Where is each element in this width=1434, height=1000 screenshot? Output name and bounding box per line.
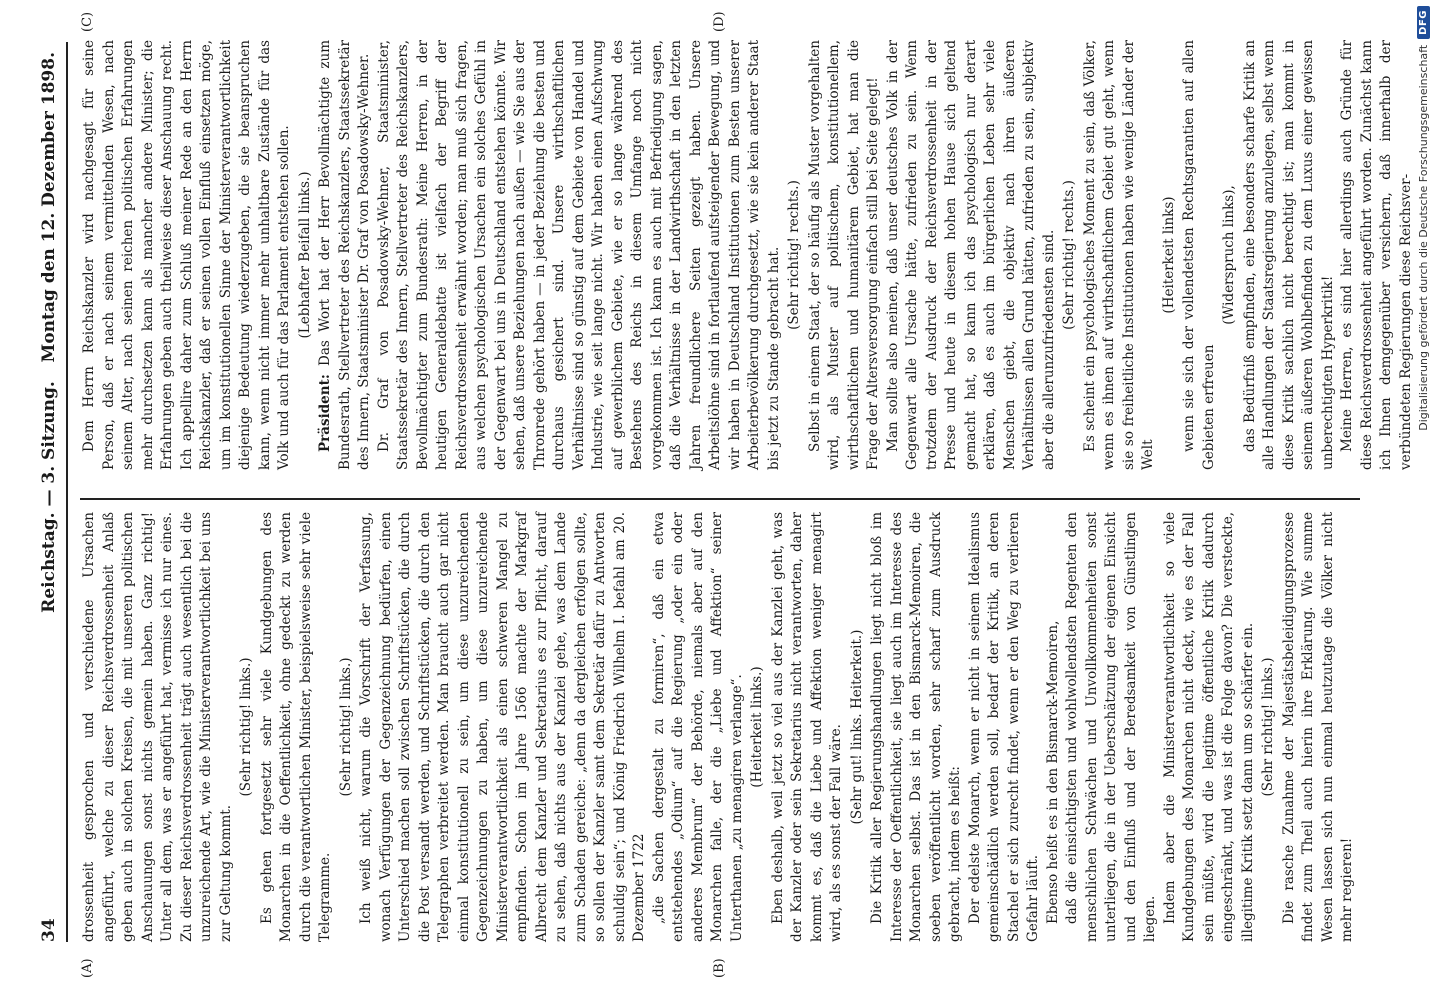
margin-marker-d: (D) <box>712 11 727 32</box>
paragraph-text: Meine Herren, es sind hier allerdings auch Gründe für diese Reichsverdrossenheit angeführt worden. Zunächst kann ich Ihnen demgegenüber versichern, daß innerhalb der verbündeten Regierungen diese Reichsver- <box>1339 40 1414 470</box>
interjection: (Sehr richtig! rechts.) <box>1061 180 1077 330</box>
column-divider <box>80 498 1360 500</box>
paragraph <box>868 512 966 942</box>
margin-marker-b: (B) <box>712 958 727 978</box>
page-number: 34 <box>39 918 59 942</box>
paragraph <box>966 512 1044 942</box>
paragraph <box>884 40 1060 470</box>
paragraph <box>80 512 236 942</box>
speaker-label: Präsident: <box>317 374 333 452</box>
paragraph <box>769 512 847 942</box>
paragraph-text: Selbst in einem Staat, der so häufig als Muster vorgehalten wird, als Muster auf politischem, konstitutionellem, wirthschaftlichem und humanitärem Gebiet, hat man die Frage der Altersversorgung einfach still bei Seite gelegt! <box>806 40 881 470</box>
session-date: Montag den 12. Dezember 1898. <box>39 52 59 363</box>
digitization-credit <box>1412 6 1434 996</box>
paragraph-text: Die Kritik aller Regierungshandlungen liegt nicht bloß im Interesse der Oeffentlichkeit, sie liegt auch im Interesse des Monarchen selbst. Das ist in den Bismarck-Memoiren, die soeben veröffentlicht worden, sehr scharf zum Ausdruck gebracht, indem es heißt: <box>869 512 963 942</box>
paragraph <box>316 40 375 470</box>
paragraph <box>1044 512 1064 942</box>
paragraph-text: Dem Herrn Reichskanzler wird nachgesagt für seine Person, daß er nach seinem vermittelnden Wesen, nach seinem Alter, nach seinen reichen politischen Erfahrungen mehr durchsetzen kann als mancher andere Minister; die Erfahrungen geben auch theilweise dieser Anschauung recht. Ich appellire daher zum Schluß meiner Rede an den Herrn Reichskanzler, daß er seinen vollen Einfluß einsetzen möge, um im konstitutionellen Sinne der Ministerverantwortlichkeit diejenige Bedeutung wiederzugeben, die sie beanspruchen kann, wenn nicht immer mehr unhaltbare Zustände für das Volk und auch für das Parlament entstehen sollen. <box>81 40 292 470</box>
paragraph-text: Dr. Graf von Posadowsky-Wehner, Staatsminister, Staatssekretär des Innern, Stellvertreter des Reichskanzlers, Bevollmächtigter zum Bundesrath: Meine Herren, in der heutigen Generaldebatte ist vielfach der Begriff der Reichsverdrossenheit erwähnt worden; man muß sich fragen, aus welchen psychologischen Ursachen ein solches Gefühl in der Gegenwart bei uns in Deutschland entstehen könnte. Wir sehen, daß unsere Beziehungen nach außen — wie Sie aus der Thronrede gehört haben — in jeder Beziehung die besten und durchaus gesichert sind. Unsere wirthschaftlichen Verhältnisse sind so günstig auf dem Gebiete von Handel und Industrie, wie seit lange nicht. Wir haben einen Aufschwung auf gewerblichem Gebiete, wie er so lange während des Bestehens des Reichs in diesem Umfange noch nicht vorgekommen ist. Ich kann es auch mit Befriedigung sagen, daß die Verhältnisse in der Landwirthschaft in den letzten Jahren freundlichere Seiten gezeigt haben. Unsere Arbeitslöhne sind in fortlaufend aufsteigender Bewegung, und wir haben in Deutschland Institutionen zum Besten unserer Arbeiterbevölkerung durchgesetzt, wie sie kein anderer Staat bis jetzt zu Stande gebracht hat. <box>375 40 782 470</box>
paragraph-text: „die Sachen dergestalt zu formiren“, daß ein etwa entstehendes „Odium“ auf die Regierung „oder ein oder anderes Membrum“ der Behörde, niemals aber auf den Monarchen falle, der die „Liebe und Affektion“ seiner Unterthanen „zu menagiren verlange“. <box>650 512 745 942</box>
paragraph-text: Es scheint ein psychologisches Moment zu sein, daß Völker, wenn es ihnen auf wirthschaftlichem Gebiet gut geht, wenn sie so freiheitliche Institutionen haben wie wenige Länder der Welt <box>1081 40 1156 470</box>
paragraph-text: Ich weiß nicht, warum die Vorschrift der Verfassung, wonach Verfügungen der Gegenzeichnung bedürfen, einen Unterschied machen soll zwischen Schriftstücken, die durch die Post versandt werden, und Schriftstücken, die durch den Telegraphen verbreitet werden. Man braucht auch gar nicht einmal konstitutionell zu sein, um diese unzureichenden Gegenzeichnungen zu haben, um diese unzureichende Ministerverantwortlichkeit als einen schweren Mangel zu empfinden. Schon im Jahre 1566 machte der Markgraf Albrecht dem Kanzler und Sekretarius es zur Pflicht, darauf zu sehen, daß nichts aus der Kanzlei gehe, was dem Lande zum Schaden gereiche: „denn da dergleichen erfolgen sollte, so sollen der Kanzler samt dem Sekretär dafür zu Antworten schuldig sein“; und König Friedrich Wilhelm I. befahl am 20. Dezember 1722 <box>358 512 647 942</box>
paragraph <box>1063 512 1161 942</box>
paragraph-text: Das Wort hat der Herr Bevollmächtigte zum Bundesrath, Stellvertreter des Reichskanzlers, Staatssekretär des Innern, Staatsminister Dr. Graf von Posadowsky-Wehner. <box>317 39 372 470</box>
credit-text: Digitalisierung gefördert durch die Deutsche Forschungsgemeinschaft <box>1416 44 1430 431</box>
page-header <box>34 52 64 942</box>
header-rule <box>66 42 68 942</box>
paragraph <box>806 40 884 470</box>
interjection: (Sehr richtig! links.) <box>337 657 354 797</box>
paragraph-text: daß die einsichtigsten und wohlwollendsten Regenten den menschlichen Schwächen und Unvollkommenheiten sonst unterliegen, die in der Ueberschätzung der eigenen Einsicht und den Einfluß und der Beredsamkeit von Günstlingen liegen. <box>1064 512 1158 942</box>
paragraph <box>1180 40 1219 470</box>
dfg-logo: DFG <box>1417 6 1430 39</box>
paragraph <box>1161 512 1259 942</box>
paragraph-text: wenn sie sich der vollendetsten Rechtsgarantien auf allen Gebieten erfreuen <box>1181 40 1217 470</box>
paragraph-text: Man sollte also meinen, daß unser deutsches Volk in der Gegenwart alle Ursache hätte, zufrieden zu sein. Wenn trotzdem der Ausdruck der Reichsverdrossenheit in der Presse und heute in diesem hohen Hause sich geltend gemacht hat, so kann ich das psychologisch nur derart erklären, daß es auch im bürgerlichen Leben sehr viele Menschen giebt, die objektiv nach ihren äußeren Verhältnissen allen Grund hätten, zufrieden zu sein, subjektiv aber die allerunzufriedensten sind. <box>884 40 1057 470</box>
paragraph <box>650 512 748 942</box>
paragraph-text: Ebenso heißt es in den Bismarck-Memoiren, <box>1044 620 1061 924</box>
margin-marker-a: (A) <box>80 958 95 978</box>
paragraph-text: Indem aber die Ministerverantwortlichkeit so viele Kundgebungen des Monarchen nicht deckt, wie es der Fall sein müßte, wird die legitime öffentliche Kritik dadurch eingeschränkt, und was ist die Folge davon? Die versteckte, illegitime Kritik setzt dann um so schärfer ein. <box>1161 512 1256 942</box>
interjection: (Heiterkeit links) <box>1160 196 1177 314</box>
session-title: Reichstag. — 3. Sitzung. <box>39 381 59 613</box>
interjection: (Sehr richtig! links.) <box>238 657 254 797</box>
interjection: (Lebhafter Beifall links.) <box>296 171 313 339</box>
interjection: (Heiterkeit links.) <box>749 666 765 788</box>
interjection: (Widerspruch links), <box>1221 185 1237 325</box>
margin-marker-c: (C) <box>80 11 95 32</box>
paragraph <box>1241 40 1339 470</box>
paragraph <box>1280 512 1358 942</box>
paragraph <box>1338 40 1416 470</box>
paragraph-text: das Bedürfniß empfinden, eine besonders scharfe Kritik an alle Handlungen der Staatsregierung anzulegen, selbst wenn diese Kritik sachlich nicht berechtigt ist; man kommt in seinem äußeren Wohlbefinden zu dem Luxus einer gewissen unberechtigten Hyperkritik! <box>1241 40 1336 470</box>
interjection: (Sehr richtig! rechts.) <box>786 180 802 330</box>
paragraph <box>375 40 785 470</box>
paragraph <box>258 512 336 942</box>
paragraph <box>1081 40 1159 470</box>
interjection: (Sehr richtig! links.) <box>1260 657 1276 797</box>
paragraph-text: Die rasche Zunahme der Majestätsbeleidigungsprozesse findet zum Theil auch hierin ihre Erklärung. Wie summe Wesen lassen sich nun einmal heutzutage die Völker nicht mehr regieren! <box>1280 512 1355 942</box>
left-column <box>80 512 1360 942</box>
paragraph-text: drossenheit gesprochen und verschiedene Ursachen angeführt, welche zu dieser Reichsverdrossenheit Anlaß geben auch in solchen Kreisen, die mit unseren politischen Anschauungen sonst nichts gemein haben. Ganz richtig! Unter all dem, was er angeführt hat, vermisse ich nur eines. Zu dieser Reichsverdrossenheit trägt auch wesentlich bei die unzureichende Art, wie die Ministerverantwortlichkeit bei uns zur Geltung kommt. <box>81 512 234 942</box>
interjection: (Sehr gut! links. Heiterkeit.) <box>848 629 865 825</box>
paragraph-text: Eben deshalb, weil jetzt so viel aus der Kanzlei geht, was der Kanzler oder sein Sekretarius nicht verantworten, daher kommt es, daß die Liebe und Affektion weniger menagirt wird, als es sonst der Fall wäre. <box>769 512 844 942</box>
paragraph <box>357 512 650 942</box>
right-column <box>80 39 1414 470</box>
paragraph-text: Der edelste Monarch, wenn er nicht in seinem Idealismus gemeinschädlich werden soll, bedarf der Kritik, an deren Stachel er sich zurecht findet, wenn er den Weg zu verlieren Gefahr läuft. <box>966 512 1041 942</box>
paragraph-text: Es gehen fortgesetzt sehr viele Kundgebungen des Monarchen in die Oeffentlichkeit, ohne gedeckt zu werden durch die verantwortlichen Minister, beispielsweise sehr viele Telegramme. <box>258 512 333 942</box>
paragraph <box>80 40 295 470</box>
